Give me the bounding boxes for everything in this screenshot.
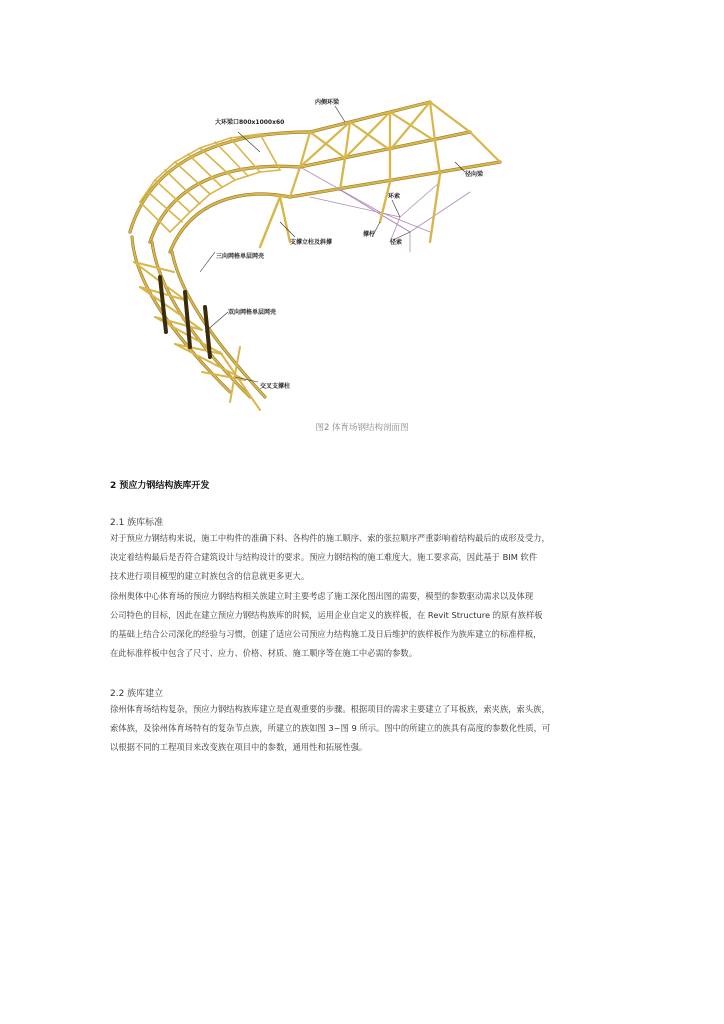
label-cross-brace: 交叉支撑柱: [260, 383, 291, 390]
stadium-steel-section-figure: [110, 92, 510, 414]
subheading-family-standard: 2.1 族库标准: [110, 518, 164, 528]
text-line: 索体族，及徐州体育场特有的复杂节点族，所建立的族如图 3~图 9 所示。图中的所建立的族具有高度的参数化性质，可: [110, 723, 551, 734]
text-line: 决定着结构最后是否符合建筑设计与结构设计的要求。预应力钢结构的施工难度大，施工要求高，因此基于 BIM 软件: [110, 552, 538, 563]
text-line: 技术进行项目模型的建立时族包含的信息就更多更大。: [110, 571, 310, 582]
label-radial-beam: 径向梁: [465, 171, 484, 178]
text-line: 对于预应力钢结构来说，施工中构件的准确下料、各构件的施工顺序、索的张拉顺序严重影响着结构最后的成形及受力，: [110, 533, 550, 543]
label-support-column: 支撑立柱及斜撑: [290, 239, 333, 246]
text-line: 在此标准样板中包含了尺寸、应力、价格、材质、施工顺序等在施工中必需的参数。: [110, 648, 417, 659]
roof-chords: [130, 102, 500, 252]
text-line: 的基础上结合公司深化的经验与习惯，创建了适应公司预应力结构施工及日后维护的族样板作为族库建立的标准样板，: [110, 629, 542, 640]
paragraph-family-standard: [110, 529, 626, 663]
truss-structure: [130, 102, 500, 410]
figure-caption: 图2 体育场钢结构剖面图: [315, 423, 409, 433]
roof-chords-shadow: [130, 102, 500, 252]
label-radial-cable: 径索: [390, 239, 403, 246]
text-line: 公司特色的目标，因此在建立预应力钢结构族库的时候，运用企业自定义的族样板，在 Revit Structure 的原有族样板: [110, 609, 543, 620]
paragraph-family-building: [110, 700, 626, 758]
lower-shell-shadow: [132, 237, 265, 397]
subheading-family-building: 2.2 族库建立: [110, 689, 164, 699]
label-strut: 撑杆: [363, 231, 376, 238]
label-inner-ring: 内侧环梁: [315, 99, 340, 106]
section-title: 2 预应力钢结构族库开发: [110, 481, 210, 491]
label-ring-cable: 环索: [388, 193, 401, 200]
text-line: 徐州奥体中心体育场的预应力钢结构相关族建立时主要考虑了施工深化图出图的需要，模型的参数驱动需求以及体现: [110, 590, 534, 601]
support-columns: [260, 174, 440, 247]
label-three-way-grid: 三向网格单层网壳: [216, 253, 265, 260]
text-line: 以根据不同的工程项目来改变族在项目中的参数，通用性和拓展性强。: [110, 742, 368, 753]
label-two-way-grid: 双向网格单层网壳: [228, 309, 277, 316]
label-ring-beam: 大环梁口800x1000x60: [215, 119, 285, 126]
text-line: 徐州体育场结构复杂，预应力钢结构族库建立是直观重要的步骤。根据项目的需求主要建立了耳板族，索夹族，索头族，: [110, 704, 550, 714]
